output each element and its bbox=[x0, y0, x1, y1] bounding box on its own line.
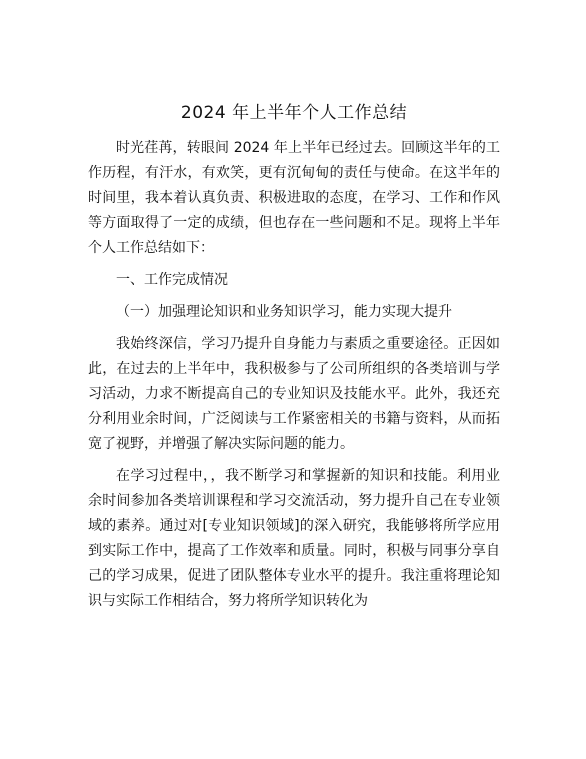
body-paragraph-1: 我始终深信，学习乃提升自身能力与素质之重要途径。正因如此，在过去的上半年中，我积极参与了公司所组织的各类培训与学习活动，力求不断提高自己的专业知识及技能水平。此外，我还充分利用业余时间，广泛阅读与工作紧密相关的书籍与资料，从而拓宽了视野，并增强了解决实际问题的能力。 bbox=[88, 336, 500, 452]
document-page bbox=[88, 100, 500, 621]
document-title: 2024 年上半年个人工作总结 bbox=[180, 103, 408, 123]
section-heading-work-completion: 一、工作完成情况 bbox=[116, 272, 228, 288]
body-paragraph-2: 在学习过程中，，我不断学习和掌握新的知识和技能。利用业余时间参加各类培训课程和学习交流活动，努力提升自己在专业领域的素养。通过对[专业知识领域]的深入研究，我能够将所学应用到实际工作中，提高了工作效率和质量。同时，积极与同事分享自己的学习成果，促进了团队整体专业水平的提升。我注重将理论知识与实际工作相结合，努力将所学知识转化为 bbox=[88, 468, 500, 609]
intro-paragraph: 时光荏苒，转眼间 2024 年上半年已经过去。回顾这半年的工作历程，有汗水，有欢笑，更有沉甸甸的责任与使命。在这半年的时间里，我本着认真负责、积极进取的态度，在学习、工作和作风等方面取得了一定的成绩，但也存在一些问题和不足。现将上半年个人工作总结如下： bbox=[88, 140, 500, 256]
subsection-heading-study: （一）加强理论知识和业务知识学习，能力实现大提升 bbox=[116, 304, 452, 320]
